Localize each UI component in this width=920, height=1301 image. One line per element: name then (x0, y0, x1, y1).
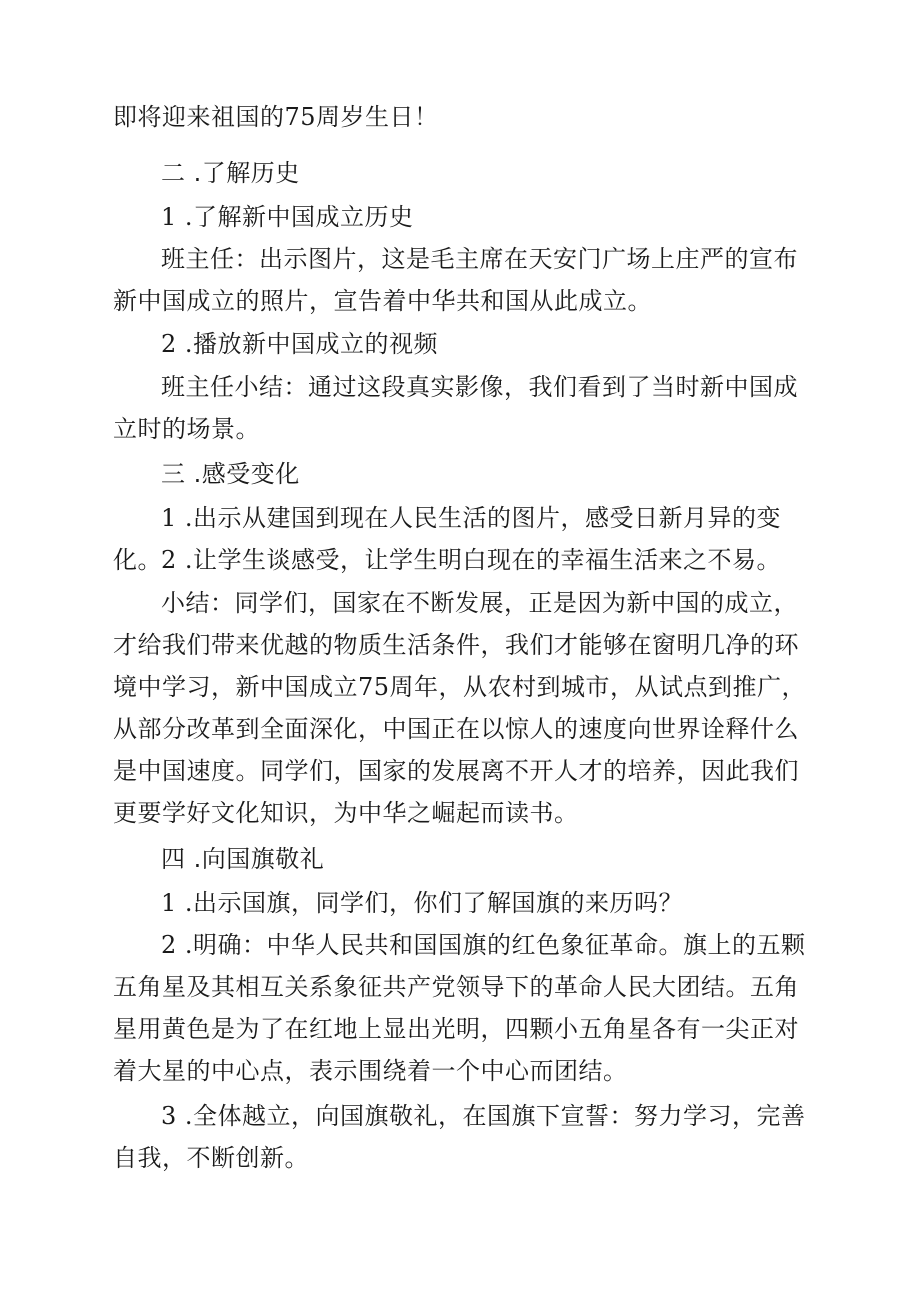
section-heading-feel-change: 三 .感受变化 (161, 460, 300, 488)
list-item-flag-3: 3 .全体越立，向国旗敬礼，在国旗下宣誓：努力学习，完善自我，不断创新。 (113, 1102, 806, 1172)
list-item-flag-2: 2 .明确：中华人民共和国国旗的红色象征革命。旗上的五颗五角星及其相互关系象征共产党领导下的革命人民大团结。五角星用黄色是为了在红地上显出光明，四颗小五角星各有一尖正对着大星的中心点，表示围绕着一个中心而团结。 (113, 931, 806, 1085)
section-heading-salute-flag: 四 .向国旗敬礼 (161, 845, 325, 873)
paragraph-teacher-show-photo: 班主任：出示图片，这是毛主席在天安门广场上庄严的宣布新中国成立的照片，宣告着中华共和国从此成立。 (113, 245, 798, 315)
paragraph-teacher-summary: 班主任小结：通过这段真实影像，我们看到了当时新中国成立时的场景。 (113, 373, 798, 443)
paragraph-summary: 小结：同学们，国家在不断发展，正是因为新中国的成立，才给我们带来优越的物质生活条件，我们才能够在窗明几净的环境中学习，新中国成立75周年，从农村到城市，从试点到推广，从部分改革到全面深化，中国正在以惊人的速度向世界诠释什么是中国速度。同学们，国家的发展离不开人才的培养，因此我们更要学好文化知识，为中华之崛起而读书。 (113, 589, 807, 827)
paragraph-intro-end: 即将迎来祖国的75周岁生日！ (113, 103, 439, 131)
section-heading-understand-history: 二 .了解历史 (161, 159, 300, 187)
list-item-history-2: 2 .播放新中国成立的视频 (161, 330, 439, 358)
list-item-change-1: 1 .出示从建国到现在人民生活的图片，感受日新月异的变化。 (113, 504, 782, 574)
list-item-flag-1: 1 .出示国旗，同学们，你们了解国旗的来历吗？ (161, 889, 684, 917)
list-item-history-1: 1 .了解新中国成立历史 (161, 203, 414, 231)
list-item-change-2: 2 .让学生谈感受，让学生明白现在的幸福生活来之不易。 (161, 546, 782, 574)
